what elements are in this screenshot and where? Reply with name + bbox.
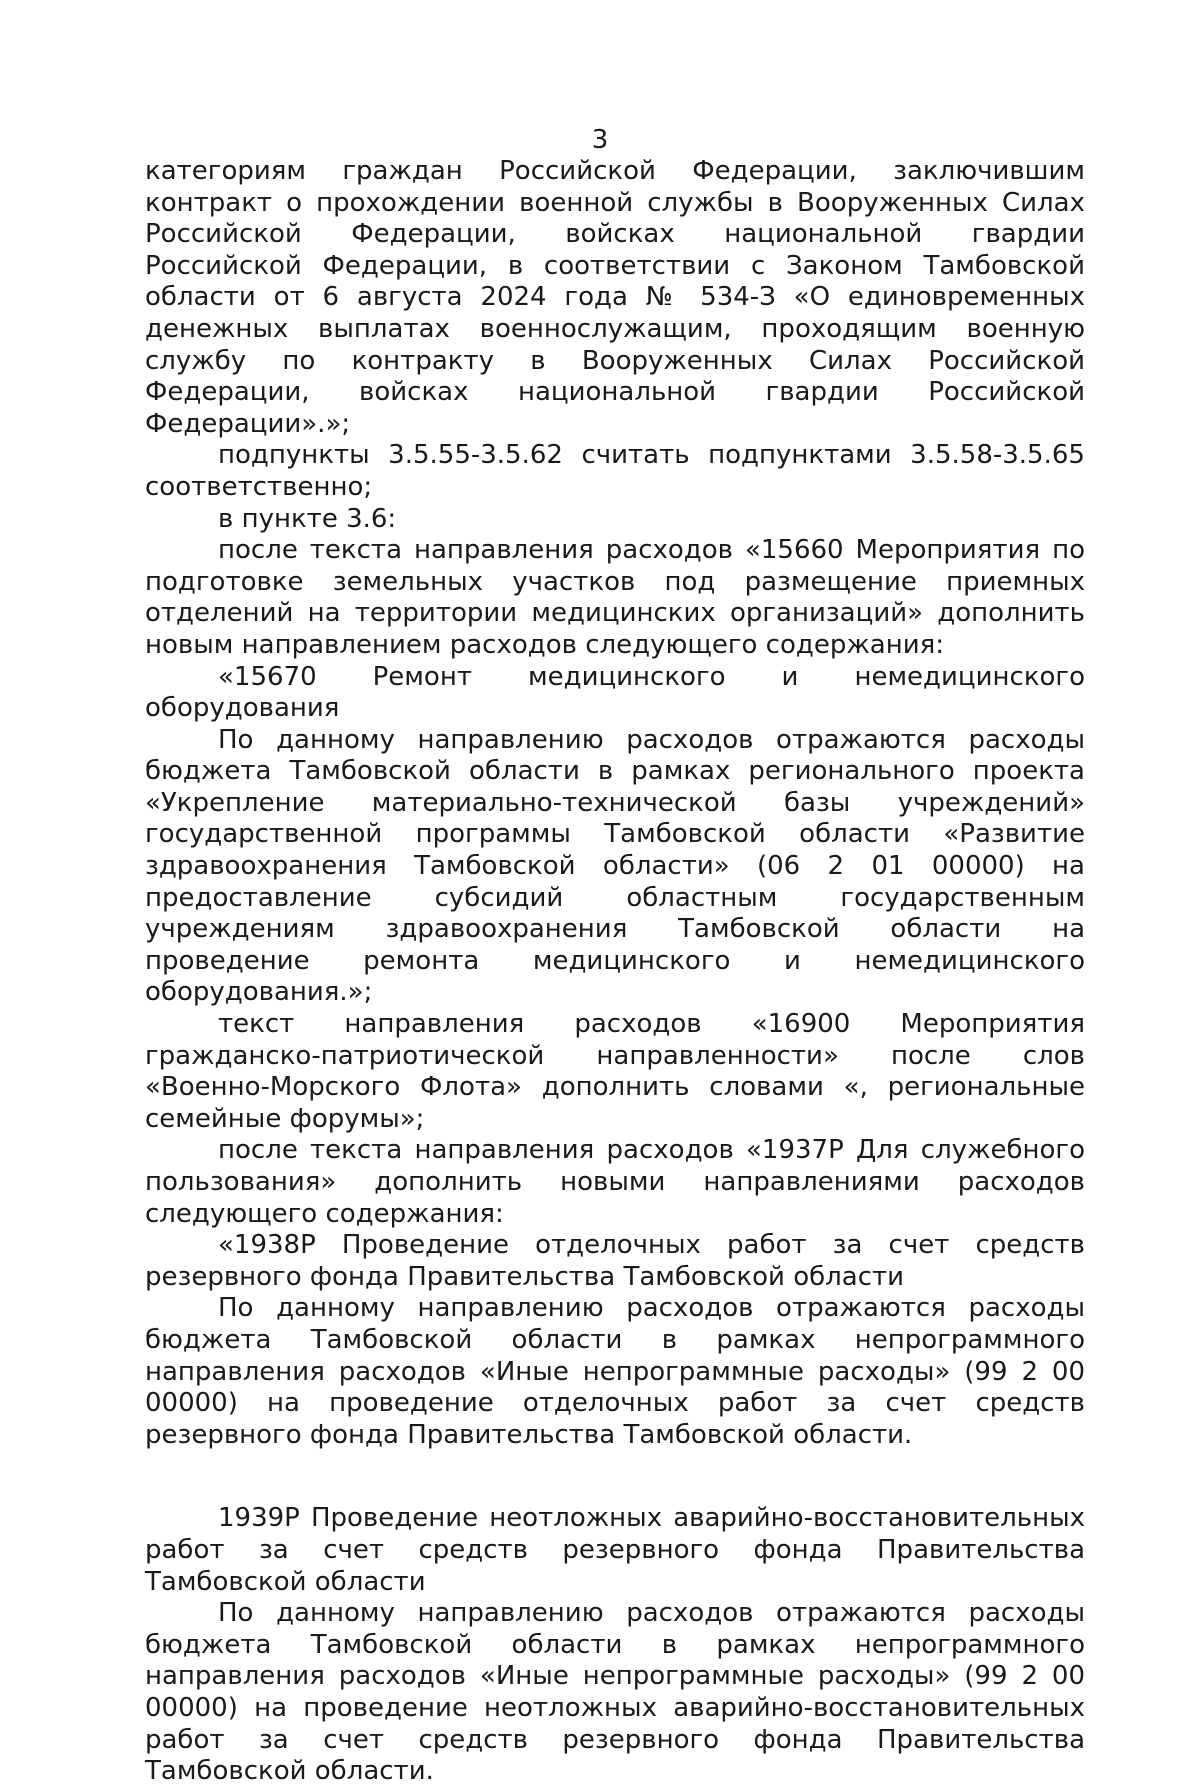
paragraph-15670-description: По данному направлению расходов отражаются расходы бюджета Тамбовской области в рамках регионального проекта «Укрепление материально-технической базы учреждений» государственной программы Тамбовской области «Развитие здравоохранения Тамбовской области» (06 2 01 00000) на предоставление субсидий областным государственным учреждениям здравоохранения Тамбовской области на проведение ремонта медицинского и немедицинского оборудования.»;	[145, 724, 1085, 1008]
paragraph-after-1937r: после текста направления расходов «1937Р Для служебного пользования» дополнить новыми направлениями расходов следующего содержания:	[145, 1135, 1085, 1229]
paragraph-respectively: соответственно;	[145, 471, 373, 502]
paragraph-1939r-title: 1939Р Проведение неотложных аварийно-восстановительных работ за счет средств резервного фонда Правительства Тамбовской области	[145, 1503, 1085, 1597]
paragraph-16900: текст направления расходов «16900 Мероприятия гражданско-патриотической направленности» после слов «Военно-Морского Флота» дополнить словами «, региональные семейные форумы»;	[145, 1009, 1085, 1134]
word-consider: считать	[581, 440, 690, 471]
word-subclauses: подпункты	[218, 440, 370, 471]
document-body	[145, 156, 1085, 1788]
paragraph-1938r-description: По данному направлению расходов отражаются расходы бюджета Тамбовской области в рамках непрограммного направления расходов «Иные непрограммные расходы» (99 2 00 00000) на проведение отделочных работ за счет средств резервного фонда Правительства Тамбовской области.	[145, 1293, 1085, 1450]
page-number: 3	[591, 125, 609, 155]
paragraph-after-15660: после текста направления расходов «15660 Мероприятия по подготовке земельных участков под размещение приемных отделений на территории медицинских организаций» дополнить новым направлением расходов следующего содержания:	[145, 535, 1085, 660]
range-old: 3.5.55-3.5.62	[388, 440, 563, 471]
paragraph-15670-title: «15670 Ремонт медицинского и немедицинского оборудования	[145, 661, 1085, 724]
paragraph-clause-3-6: в пункте 3.6:	[218, 503, 397, 534]
paragraph-1939r-description: По данному направлению расходов отражаются расходы бюджета Тамбовской области в рамках непрограммного направления расходов «Иные непрограммные расходы» (99 2 00 00000) на проведение неотложных аварийно-восстановительных работ за счет средств резервного фонда Правительства Тамбовской области.	[145, 1598, 1085, 1787]
paragraph-subclauses-renumber	[145, 440, 1085, 472]
word-subclauses-new: подпунктами	[708, 440, 892, 471]
paragraph-military-contract: категориям граждан Российской Федерации, заключившим контракт о прохождении военной службы в Вооруженных Силах Российской Федерации, войсках национальной гвардии Российской Федерации, в соответствии с Законом Тамбовской области от 6 августа 2024 года № 534-З «О единовременных денежных выплатах военнослужащим, проходящим военную службу по контракту в Вооруженных Силах Российской Федерации, войсках национальной гвардии Российской Федерации».»;	[145, 156, 1085, 439]
paragraph-1938r-title: «1938Р Проведение отделочных работ за счет средств резервного фонда Правительства Тамбовской области	[145, 1230, 1085, 1292]
range-new: 3.5.58-3.5.65	[910, 440, 1085, 471]
blank-gap	[145, 1451, 1085, 1503]
